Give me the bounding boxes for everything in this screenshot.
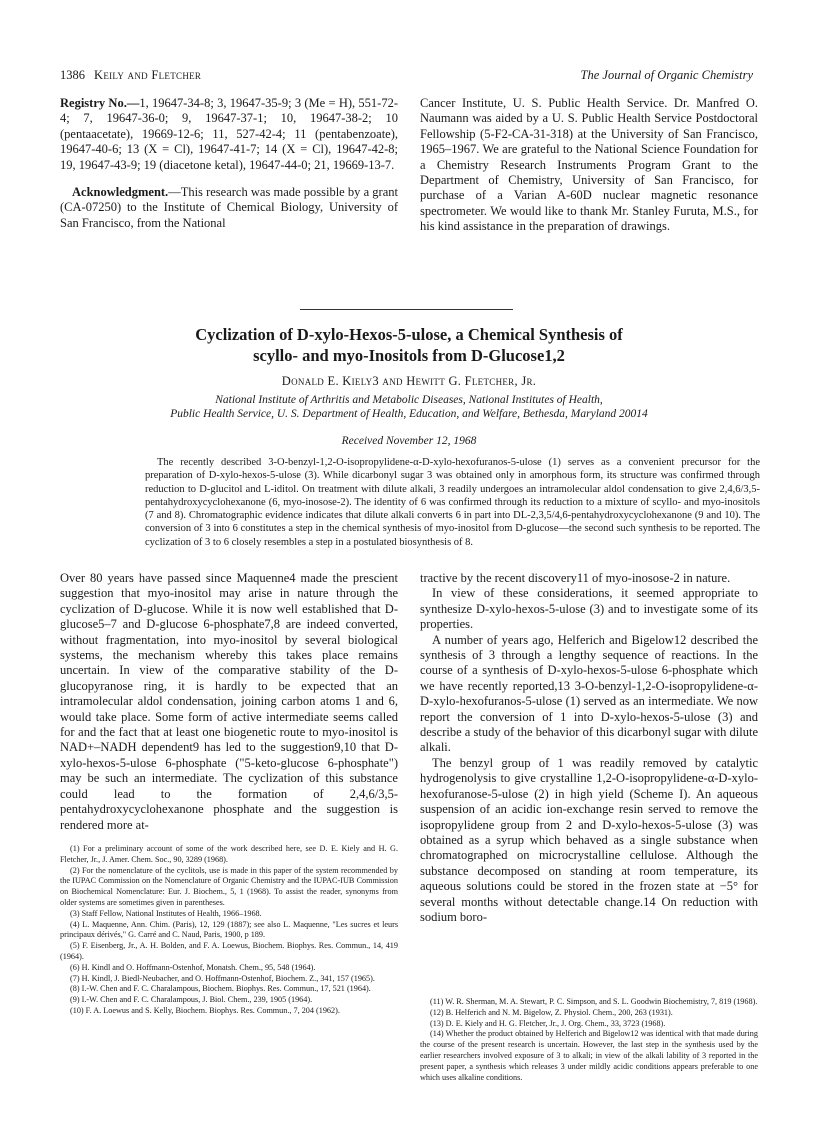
previous-article-end-left	[60, 96, 398, 231]
acknowledgment-label: Acknowledgment.	[72, 185, 169, 200]
footnote: (1) For a preliminary account of some of the work described here, see D. E. Kiely and H. G. Fletcher, Jr., J. Amer. Chem. Soc., 90, 3289 (1968).	[60, 844, 398, 864]
body-paragraph: A number of years ago, Helferich and Bigelow12 described the synthesis of 3 through a lengthy sequence of reactions. In the course of a synthesis of D-xylo-hexos-5-ulose 6-phosphate which we have recently reported,13 3-O-benzyl-1,2-O-isopropylidene-α-D-xylo-hexofuranos-5-ulose (1) served as an intermediate. We now report the conversion of 1 into D-xylo-hexos-5-ulose (3) and describe a study of the behavior of this dicarbonyl sugar with dilute alkali.	[420, 632, 758, 755]
body-column-left	[60, 571, 398, 833]
acknowledgment	[60, 185, 398, 231]
running-head	[60, 68, 753, 82]
footnote: (3) Staff Fellow, National Institutes of Health, 1966–1968.	[70, 908, 262, 918]
article-title-line-1: Cyclization of D-xylo-Hexos-5-ulose, a Chemical Synthesis of	[195, 325, 623, 344]
article-authors: Donald E. Kiely3 and Hewitt G. Fletcher, Jr.	[281, 374, 537, 388]
footnote: (10) F. A. Loewus and S. Kelly, Biochem. Biophys. Res. Commun., 7, 204 (1962).	[70, 1005, 340, 1015]
footnote: (8) I.-W. Chen and F. C. Charalampous, Biochem. Biophys. Res. Commun., 17, 521 (1964).	[70, 984, 371, 994]
abstract: The recently described 3-O-benzyl-1,2-O-isopropylidene-α-D-xylo-hexofuranos-5-ulose (1) serves as a convenient precursor for the preparation of D-xylo-hexos-5-ulose (3). While dicarbonyl sugar 3 was obtained only in amorphous form, its structure was confirmed through reduction to D-glucitol and L-iditol. On treatment with dilute alkali, 3 readily undergoes an intramolecular aldol condensation to give 2,4,6/3,5-pentahydroxycyclohexanone (6, myo-inosose-2). The identity of 6 was confirmed through its reduction to a mixture of scyllo- and myo-inositols (7 and 8). Chromatographic evidence indicates that dilute alkali converts 6 in part into DL-2,3,5/4,6-pentahydroxycyclohexanone (9 and 10). The conversion of 3 into 6 constitutes a step in the chemical synthesis of myo-inositol from D-glucose—the second such synthesis to be reported. The cyclization of 3 to 6 closely resembles a step in a postulated biosynthesis of 8.	[145, 457, 760, 548]
footnote: (9) I.-W. Chen and F. C. Charalampous, J. Biol. Chem., 239, 1905 (1964).	[70, 995, 313, 1005]
section-divider	[300, 309, 513, 310]
affiliation-line-2: Public Health Service, U. S. Department of Health, Education, and Welfare, Bethesda, Maryland 20014	[170, 408, 648, 420]
registry-label: Registry No.—	[60, 96, 140, 110]
footnotes-right	[420, 997, 758, 1083]
registry-numbers	[60, 96, 398, 173]
footnote: (4) L. Maquenne, Ann. Chim. (Paris), 12, 129 (1887); see also L. Maquenne, "Les sucres et leurs principaux dérivés," G. Carré and C. Naud, Paris, 1900, p 189.	[60, 919, 398, 940]
acknowledgment-text: —This research was made possible by a grant (CA-07250) to the Institute of Chemical Biology, University of San Francisco, from the National	[60, 185, 398, 230]
article-title	[60, 324, 758, 366]
journal-name: The Journal of Organic Chemistry	[580, 68, 753, 82]
article-title-line-2: scyllo- and myo-Inositols from D-Glucose1,2	[253, 346, 565, 365]
affiliation	[60, 393, 758, 421]
acknowledgment-continued: Cancer Institute, U. S. Public Health Service. Dr. Manfred O. Naumann was aided by a U. S. Public Health Service Postdoctoral Fellowship (5-F2-CA-31-318) at the University of San Francisco, 1965–1967. We are grateful to the National Science Foundation for a Chemistry Research Instruments Program Grant to the Department of Chemistry, University of San Francisco, for purchase of a Varian A-60D nuclear magnetic resonance spectrometer. We would like to thank Mr. Stanley Furuta, M.S., for his kind assistance in the preparation of drawings.	[420, 96, 758, 234]
footnote: (2) For the nomenclature of the cyclitols, use is made in this paper of the system recommended by the IUPAC Commission on the Nomenclature of Organic Chemistry and the IUPAC-IUB Commission on Biochemical Nomenclature: Eur. J. Biochem., 5, 1 (1968). To assist the reader, synonyms from older systems are sometimes given in parentheses.	[60, 865, 398, 907]
footnote: (5) F. Eisenberg, Jr., A. H. Bolden, and F. A. Loewus, Biochem. Biophys. Res. Commun., 14, 419 (1964).	[60, 941, 398, 961]
running-head-authors: Keily and Fletcher	[94, 68, 202, 82]
body-paragraph: In view of these considerations, it seemed appropriate to synthesize D-xylo-hexos-5-ulose (3) and to investigate some of its properties.	[420, 586, 758, 632]
footnote: (12) B. Helferich and N. M. Bigelow, Z. Physiol. Chem., 200, 263 (1931).	[430, 1007, 673, 1017]
footnote: (11) W. R. Sherman, M. A. Stewart, P. C. Simpson, and S. L. Goodwin Biochemistry, 7, 819 (1968).	[430, 997, 758, 1006]
body-paragraph: The benzyl group of 1 was readily removed by catalytic hydrogenolysis to give crystalline 1,2-O-isopropylidene-α-D-xylo-hexofuranose-5-ulose (2) in high yield (Scheme I). An aqueous suspension of an acidic ion-exchange resin served to remove the isopropylidene group from 2 and D-xylo-hexos-5-ulose (3) was obtained as a syrup which behaved as a single substance when chromatographed on microcrystalline cellulose. Although the substance decomposed on standing at room temperature, its aqueous solutions could be stored in the frozen state at −5° for several months without detectable change.14 On reduction with sodium boro-	[420, 755, 758, 924]
received-date: Received November 12, 1968	[341, 435, 477, 447]
body-paragraph: tractive by the recent discovery11 of myo-inosose-2 in nature.	[420, 571, 731, 585]
footnote: (14) Whether the product obtained by Helferich and Bigelow12 was identical with that made during the course of the present research is uncertain. However, the last step in the synthesis used by the earlier researchers involved exposure of 3 to alkali; in view of the alkali lability of 3 reported in the present paper, a synthesis which releases 3 under mildly acidic conditions appears preferable to one which uses alkaline conditions.	[420, 1029, 758, 1082]
body-column-right	[420, 571, 758, 925]
body-paragraph: Over 80 years have passed since Maquenne4 made the prescient suggestion that myo-inositol may arise in nature through the cyclization of D-glucose. While it is now well established that D-glucose5–7 and D-glucose 6-phosphate7,8 are indeed converted, without fragmentation, into myo-inositol by several biological systems, the mechanism whereby this takes place remains uncertain. In view of the comparative stability of the D-glucopyranose ring, it is hardly to be expected that an intramolecular aldol condensation, joining carbon atoms 1 and 6, would take place. Some form of active intermediate seems called for and the fact that at least one biogenetic route to myo-inositol is NAD+–NADH dependent9 has led to the suggestion9,10 that D-xylo-hexos-5-ulose 6-phosphate ("5-keto-glucose 6-phosphate") may be such an intermediate. The cyclization of this substance could lead to the formation of 2,4,6/3,5-pentahydroxycyclohexanone phosphate and the suggestion is rendered more at-	[60, 571, 398, 832]
affiliation-line-1: National Institute of Arthritis and Metabolic Diseases, National Institutes of Health,	[215, 394, 603, 406]
footnote: (7) H. Kindl, J. Biedl-Neubacher, and O. Hoffmann-Ostenhof, Biochem. Z., 341, 157 (1965).	[70, 973, 375, 983]
previous-article-end-right	[420, 96, 758, 235]
footnote: (13) D. E. Kiely and H. G. Fletcher, Jr., J. Org. Chem., 33, 3723 (1968).	[430, 1018, 666, 1028]
registry-text: 1, 19647-34-8; 3, 19647-35-9; 3 (Me = H), 551-72-4; 7, 19647-36-0; 9, 19647-37-1; 10, 19647-38-2; 10 (pentaacetate), 19669-12-6; 11, 527-42-4; 11 (pentabenzoate), 19647-40-6; 13 (X = Cl), 19647-41-7; 14 (X = Cl), 19647-42-8; 19, 19647-43-9; 19 (diacetone ketal), 19647-44-0; 21, 19669-13-7.	[60, 96, 398, 172]
footnotes-left	[60, 844, 398, 1017]
footnote: (6) H. Kindl and O. Hoffmann-Ostenhof, Monatsh. Chem., 95, 548 (1964).	[70, 962, 316, 972]
page-number: 1386	[60, 68, 85, 82]
